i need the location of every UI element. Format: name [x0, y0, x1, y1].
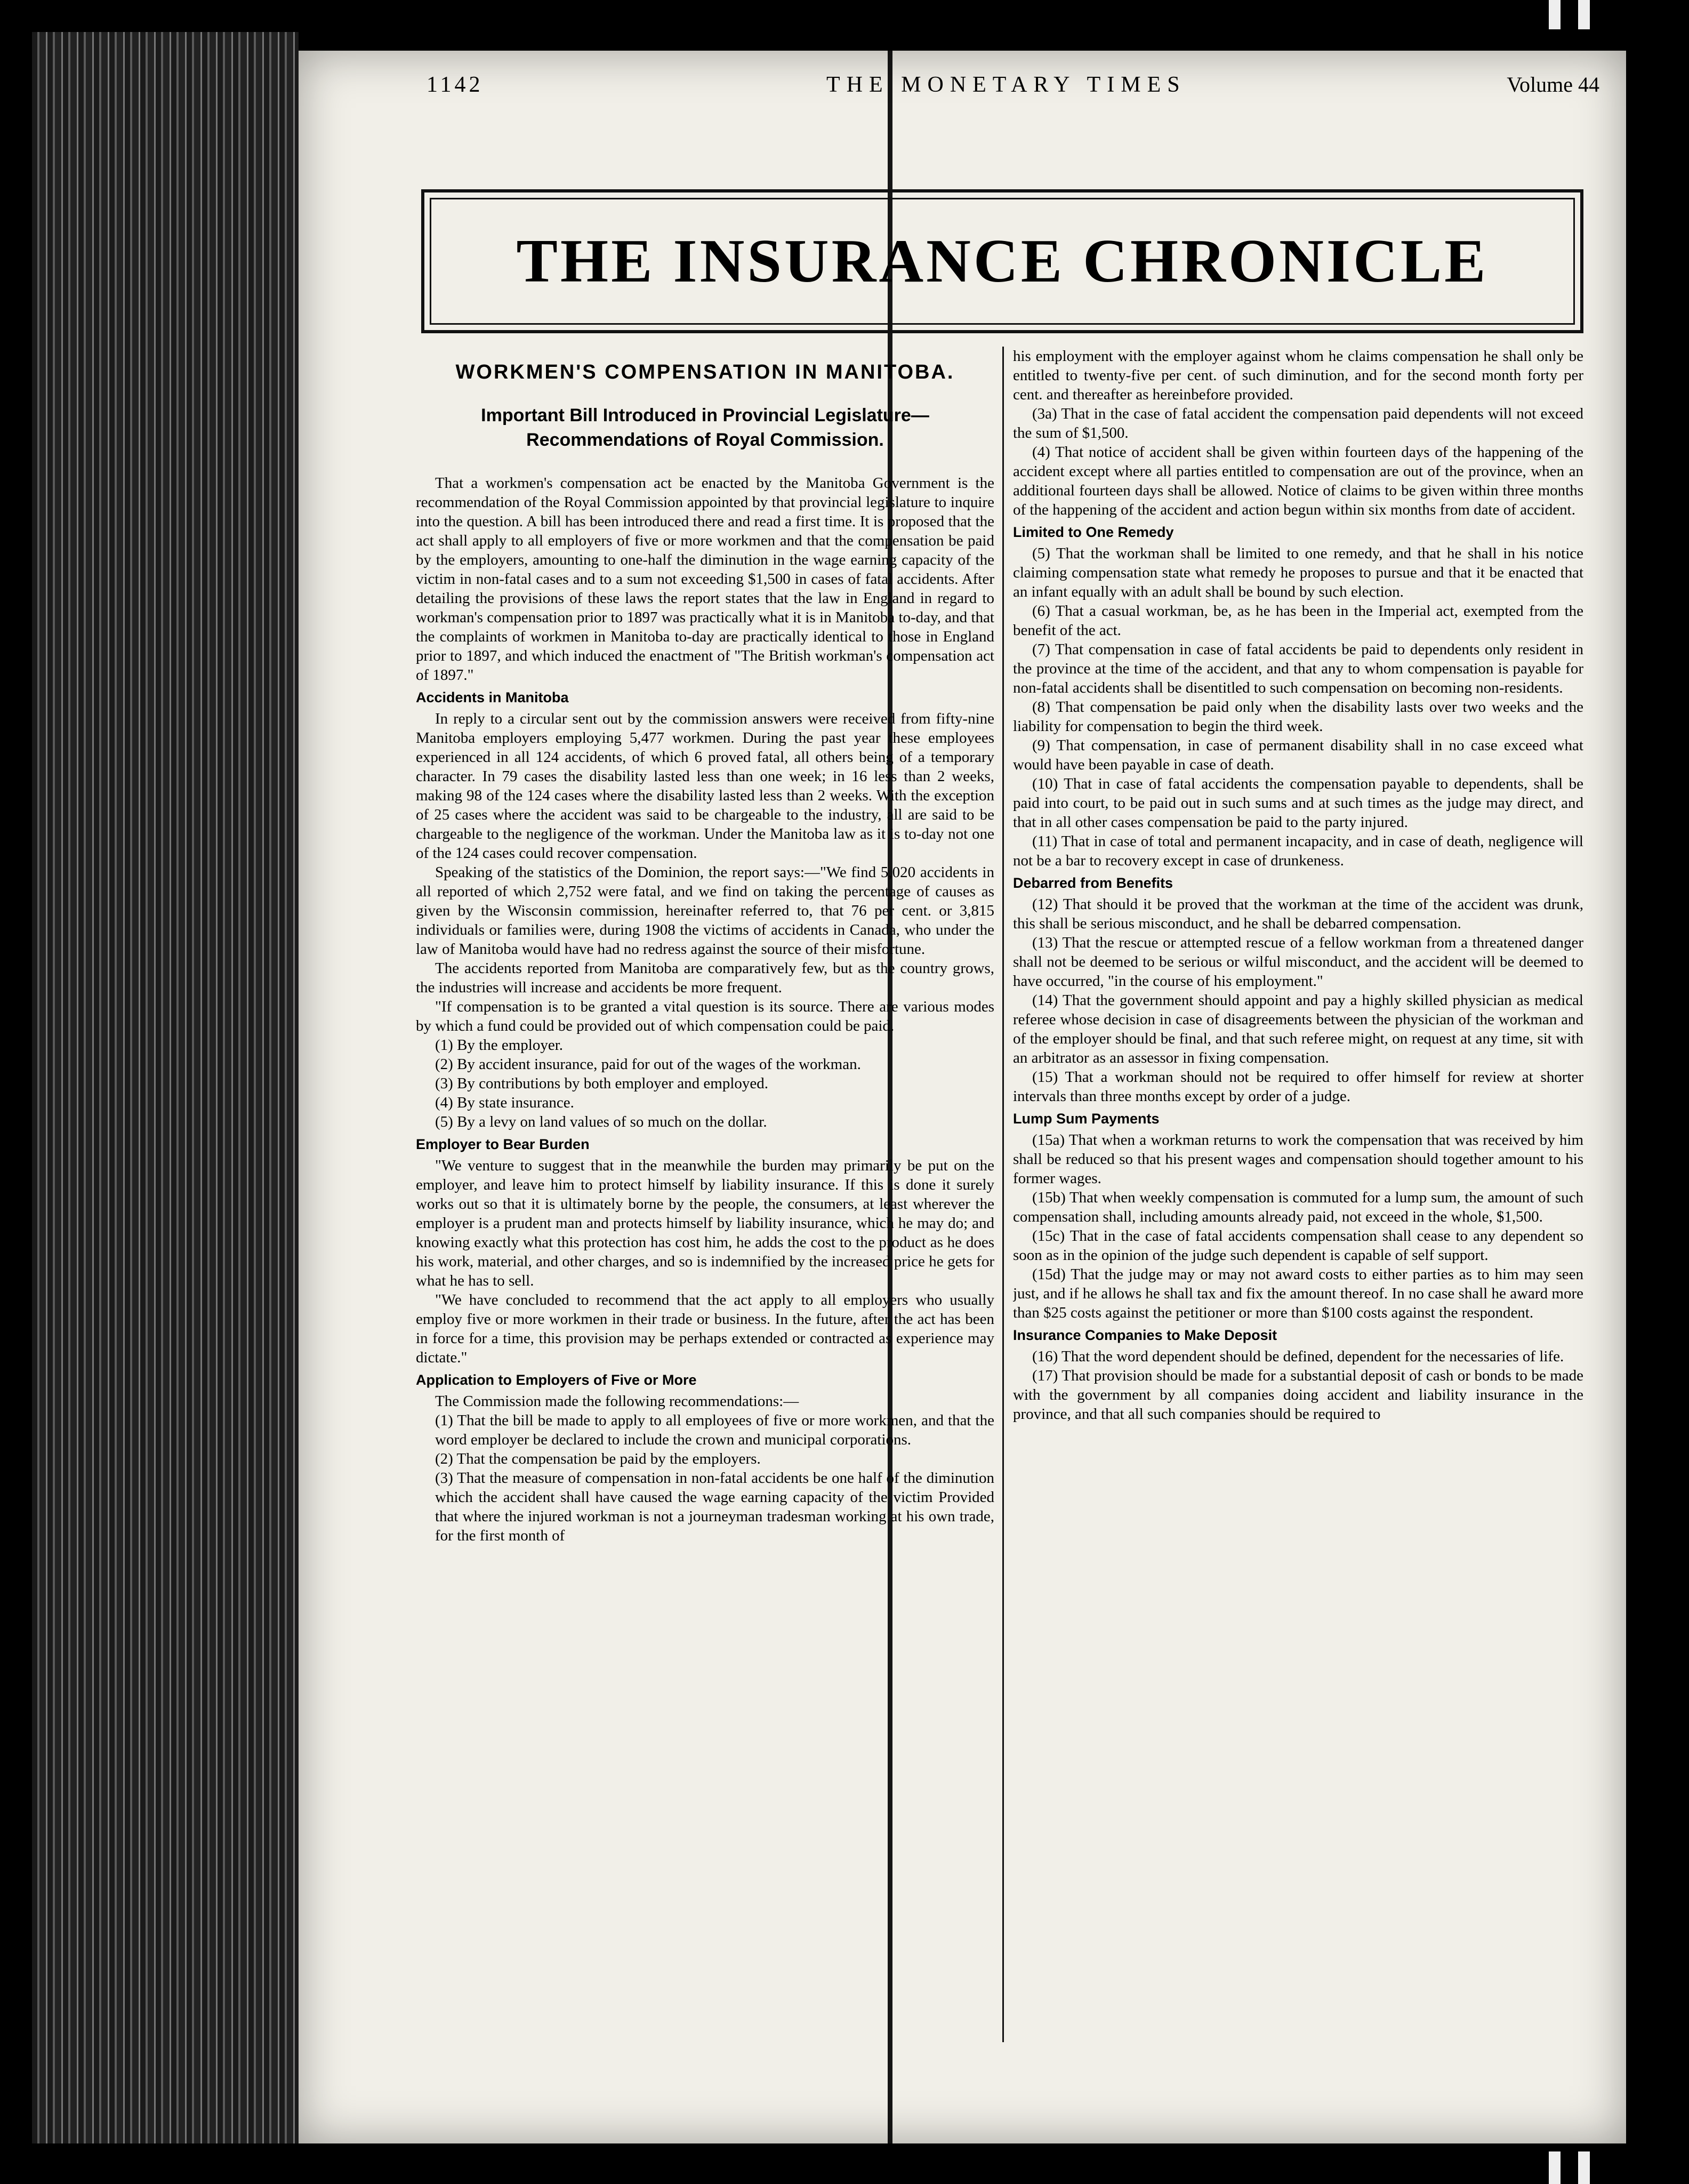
list-item: (1) That the bill be made to apply to all employees of five or more workmen, and that the word employer be declared to include the crown and municipal corporations. [435, 1412, 994, 1448]
paragraph: (16) That the word dependent should be defined, dependent for the necessaries of life. [1032, 1348, 1564, 1365]
binder-tab-top-2 [1578, 0, 1590, 29]
banner-inner-frame [430, 198, 1575, 325]
list-item: (2) By accident insurance, paid for out of the wages of the workman. [435, 1056, 861, 1073]
paragraph: (15) That a workman should not be required to offer himself for review at shorter intervals than three months except by order of a judge. [1013, 1069, 1583, 1105]
paragraph: "If compensation is to be granted a vital question is its source. There are various modes by which a fund could be provided out of which compensation could be paid. [416, 998, 994, 1034]
article-title: WORKMEN'S COMPENSATION IN MANITOBA. [455, 361, 955, 383]
subheading: Accidents in Manitoba [416, 689, 569, 705]
list-item: (3) By contributions by both employer and employed. [435, 1075, 769, 1092]
paragraph: (15a) That when a workman returns to work the compensation that was received by him shall be reduced so that his present wages and compensation should together amount to his former wages. [1013, 1131, 1583, 1187]
paragraph: (6) That a casual workman, be, as he has been in the Imperial act, exempted from the benefit of the act. [1013, 603, 1583, 639]
paragraph: (14) That the government should appoint and pay a highly skilled physician as medical referee whose decision in case of disagreements between the physician of the workman and of the employer should be final, and that such referee might, on request at any time, sit with an arbitrator as an assessor in fixing compensation. [1013, 992, 1583, 1066]
list-item: (1) By the employer. [435, 1037, 564, 1054]
paragraph: (4) That notice of accident shall be given within fourteen days of the happening of the accident except where all parties entitled to compensation are out of the province, when an additional fourteen days shall be allowed. Notice of claims to be given within three months of the happening of the accident and action begun within six months from date of accident. [1013, 444, 1583, 518]
paragraph: Speaking of the statistics of the Dominion, the report says:—"We find 5,020 accidents in all reported of which 2,752 were fatal, and we find on taking the percentage of causes as given by the Wisconsin commission, hereinafter referred to, that 76 per cent. or 3,815 individuals or families were, during 1908 the victims of accidents in Canada, who under the law of Manitoba would have had no redress against the source of their misfortune. [416, 864, 994, 958]
subheading: Limited to One Remedy [1013, 524, 1174, 540]
paragraph: (15b) That when weekly compensation is commuted for a lump sum, the amount of such compensation shall, including amounts already paid, not exceed in the whole, $1,500. [1013, 1189, 1583, 1225]
paragraph: In reply to a circular sent out by the commission answers were received from fifty-nine Manitoba employers employing 5,477 workmen. During the past year these employees experienced in all 124 accidents, of which 6 proved fatal, all others being of a temporary character. In 79 cases the disability lasted less than one week; in 16 less than 2 weeks, making 98 of the 124 cases where the disability lasted less than 2 weeks. With the exception of 25 cases where the accident was said to be chargeable to the industry, all are said to be chargeable to the negligence of the workman. Under the Manitoba law as it is to-day not one of the 124 cases could recover compensation. [416, 710, 994, 862]
list-item: (4) By state insurance. [435, 1094, 574, 1111]
intro-paragraph: That a workmen's compensation act be enacted by the Manitoba Government is the recommendation of the Royal Commission appointed by that provincial legislature to inquire into the question. A bill has been introduced there and read a first time. It is proposed that the act shall apply to all employers of five or more workmen and that the compensation be paid by the employers, amounting to one-half the diminution in the wage earning capacity of the victim in non-fatal cases and to a sum not exceeding $1,500 in cases of fatal accidents. After detailing the provisions of these laws the report states that the law in England in regard to workman's compensation prior to 1897 was practically what it is in Manitoba to-day, and that the complaints of workmen in Manitoba to-day are practically identical to those in England prior to 1897, and which induced the enactment of "The British workman's compensation act of 1897." [416, 475, 994, 684]
left-column [416, 347, 994, 2085]
paragraph: The accidents reported from Manitoba are comparatively few, but as the country grows, the industries will increase and accidents be more frequent. [416, 960, 994, 996]
paragraph: The Commission made the following recommendations:— [435, 1393, 799, 1410]
paragraph: (5) That the workman shall be limited to one remedy, and that he shall in his notice claiming compensation state what remedy he proposes to pursue and that it be enacted that an infant equally with an adult shall be bound by such election. [1013, 545, 1583, 600]
article-subtitle: Important Bill Introduced in Provincial Legislature—Recommendations of Royal Commission. [481, 405, 929, 450]
subheading: Insurance Companies to Make Deposit [1013, 1327, 1277, 1343]
subheading: Lump Sum Payments [1013, 1111, 1160, 1127]
paragraph: (15c) That in the case of fatal accidents compensation shall cease to any dependent so soon as in the opinion of the judge such dependent is capable of self support. [1013, 1227, 1583, 1264]
subheading: Employer to Bear Burden [416, 1136, 590, 1152]
paragraph: (12) That should it be proved that the workman at the time of the accident was drunk, this shall be serious misconduct, and he shall be debarred compensation. [1013, 896, 1583, 932]
binder-tab-bottom-2 [1578, 2151, 1590, 2184]
paragraph: (8) That compensation be paid only when the disability lasts over two weeks and the liability for compensation to begin the third week. [1013, 698, 1583, 735]
paragraph: "We have concluded to recommend that the act apply to all employers who usually employ five or more workmen in their trade or business. In the future, after the act has been in force for a time, this provision may be perhaps extended or contracted as experience may dictate." [416, 1291, 994, 1366]
list-item: (5) By a levy on land values of so much on the dollar. [435, 1113, 767, 1130]
subheading: Application to Employers of Five or More [416, 1372, 697, 1388]
volume-label: Volume 44 [1507, 73, 1599, 97]
list-item: (2) That the compensation be paid by the employers. [435, 1450, 761, 1467]
list-item: (3) That the measure of compensation in non-fatal accidents be one half of the diminution which the accident shall have caused the wage earning capacity of the victim Provided that where the injured workman is not a journeyman tradesman working at his own trade, for the first month of [435, 1470, 994, 1544]
paragraph: "We venture to suggest that in the meanwhile the burden may primarily be put on the employer, and leave him to protect himself by liability insurance. If this is done it surely works out so that it is ultimately borne by the people, the consumers, at least wherever the employer is a prudent man and protects himself by liability insurance, which he may do; and knowing exactly what this protection has cost him, he adds the cost to the product as he does his work, material, and other charges, and so is indemnified by the increased price he gets for what he has to sell. [416, 1157, 994, 1289]
book-page-edges [32, 32, 299, 2143]
subheading: Debarred from Benefits [1013, 875, 1173, 891]
paragraph: (10) That in case of fatal accidents the compensation payable to dependents, shall be paid into court, to be paid out in such sums and at such times as the judge may direct, and that in all other cases compensation be paid to the party injured. [1013, 775, 1583, 831]
page-header [427, 72, 1599, 109]
paragraph: (3a) That in the case of fatal accident the compensation paid dependents will not exceed the sum of $1,500. [1013, 405, 1583, 441]
binder-tab-top-1 [1549, 0, 1561, 29]
paragraph: (13) That the rescue or attempted rescue of a fellow workman from a threatened danger shall not be deemed to be serious or wilful misconduct, and the accident will be deemed to have occurred, "in the course of his employment." [1013, 934, 1583, 990]
paragraph: (15d) That the judge may or may not award costs to either parties as to him may seen just, and if he allows he shall tax and fix the amount thereof. In no case shall he award more than $25 costs against the petitioner or more than $100 costs against the respondent. [1013, 1266, 1583, 1321]
masthead: THE MONETARY TIMES [826, 73, 1186, 97]
paragraph: (17) That provision should be made for a substantial deposit of cash or bonds to be made with the government by all companies doing accident and liability insurance in the province, and that all such companies should be required to [1013, 1367, 1583, 1423]
section-banner [421, 189, 1583, 333]
banner-title: THE INSURANCE CHRONICLE [516, 227, 1489, 295]
column-rule [1002, 347, 1004, 2042]
paragraph: his employment with the employer against whom he claims compensation he shall only be entitled to twenty-five per cent. of such diminution, and for the second month forty per cent. and thereafter as hereinbefore provided. [1013, 348, 1583, 403]
paragraph: (7) That compensation in case of fatal accidents be paid to dependents only resident in the province at the time of the accident, and that any to whom compensation is payable for non-fatal accidents shall be disentitled to such compensation on becoming non-residents. [1013, 641, 1583, 696]
paragraph: (9) That compensation, in case of permanent disability shall in no case exceed what would have been payable in case of death. [1013, 737, 1583, 773]
right-column [1013, 347, 1583, 2085]
binder-tab-bottom-1 [1549, 2151, 1561, 2184]
paragraph: (11) That in case of total and permanent incapacity, and in case of death, negligence will not be a bar to recovery except in case of drunkeness. [1013, 833, 1583, 869]
page-number: 1142 [427, 73, 484, 97]
